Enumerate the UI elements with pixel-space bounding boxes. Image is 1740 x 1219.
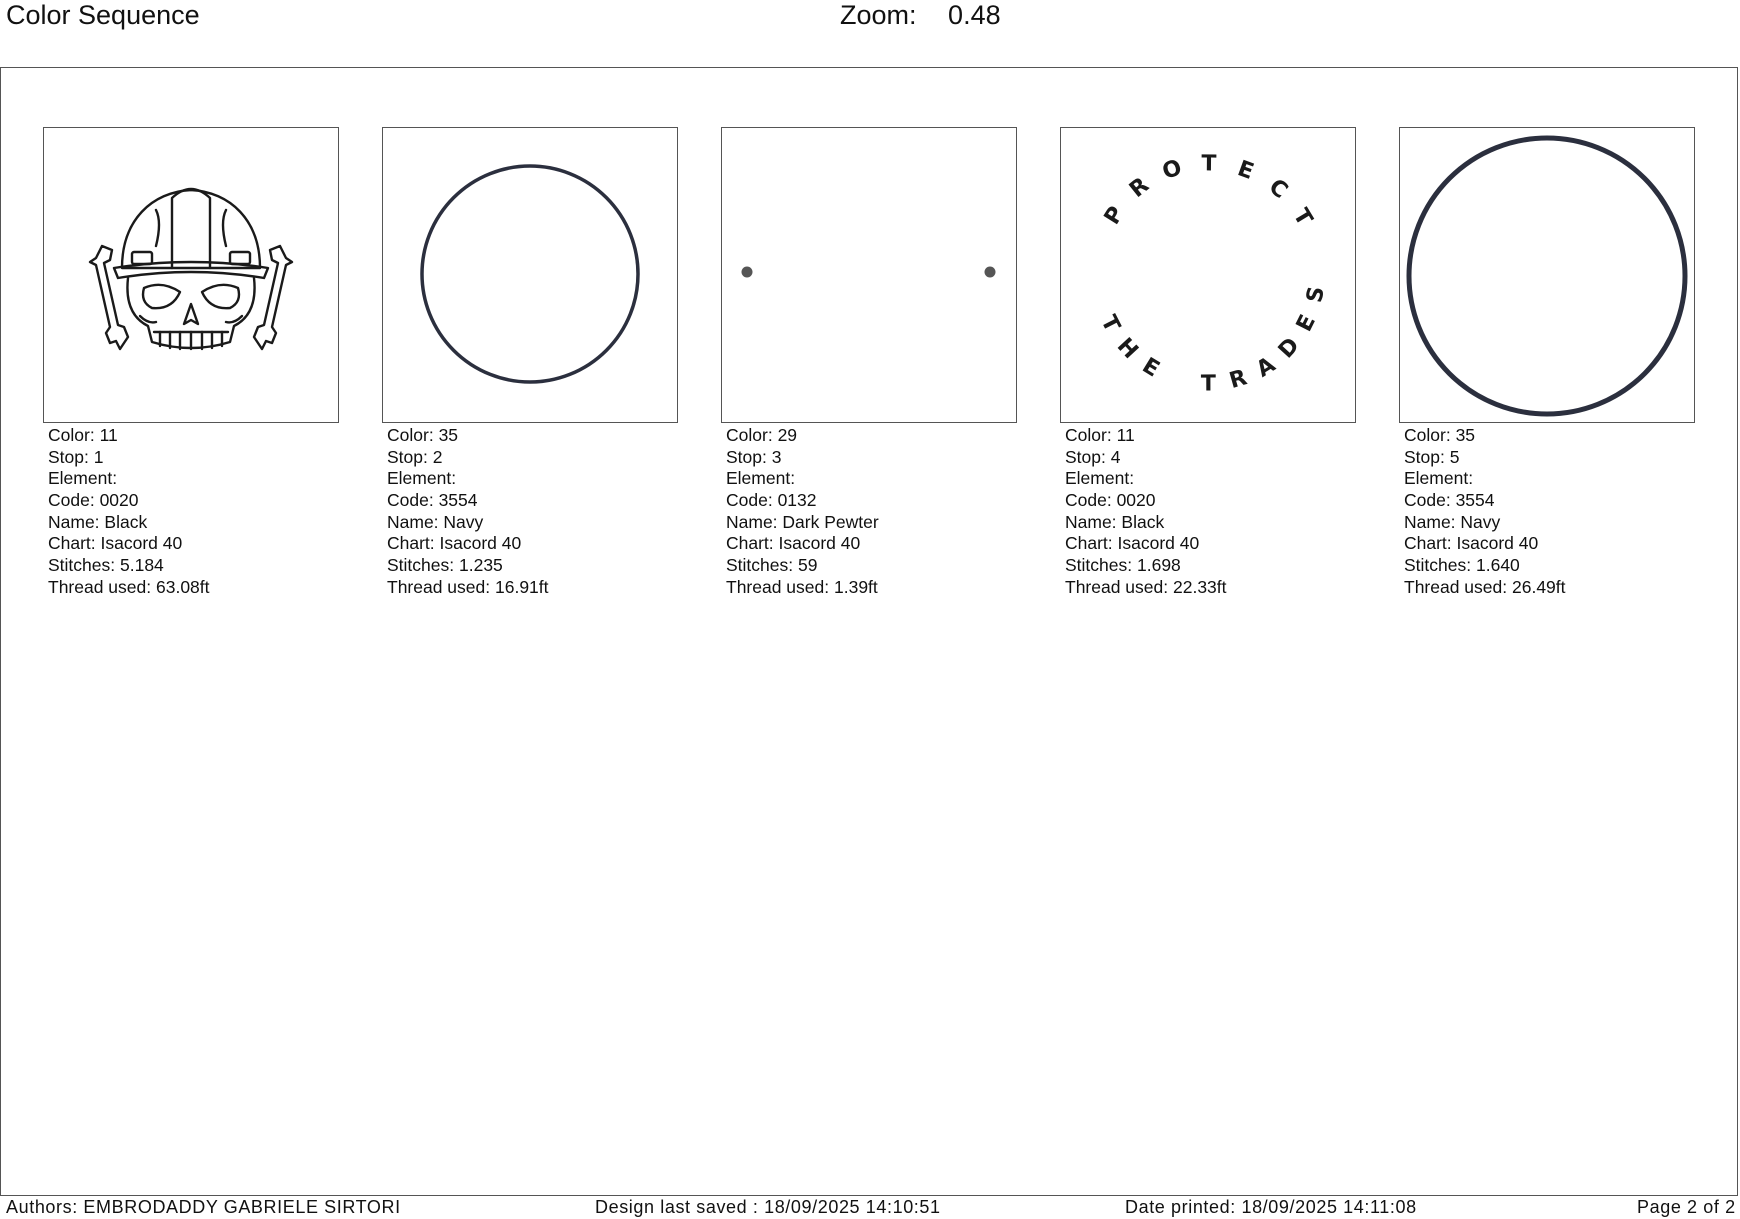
stop-preview-4 [1060,127,1356,423]
arc-letter: C [1263,174,1293,204]
info-chart: Chart: Isacord 40 [48,533,183,554]
arc-letter: A [1252,352,1280,383]
stop-preview-1 [43,127,339,423]
arc-letter: T [1287,204,1317,231]
info-name: Name: Black [1065,511,1165,532]
info-stitches: Stitches: 1.640 [1404,555,1520,576]
info-code: Code: 0132 [726,490,817,511]
zoom-label: Zoom: [840,0,917,30]
stop-info-4 [1065,425,1227,599]
arc-letter: E [1234,156,1257,185]
page-footer [0,1196,1740,1219]
info-chart: Chart: Isacord 40 [1404,533,1539,554]
footer-page: Page 2 of 2 [1637,1197,1736,1217]
skull-helmet-icon [44,128,338,422]
info-color: Color: 35 [1404,425,1476,445]
arc-letter: E [1291,310,1321,336]
arc-letter: E [1137,353,1164,383]
info-stop: Stop: 2 [387,446,443,467]
stop-info-1 [48,425,210,599]
arc-letter: R [1226,365,1250,395]
info-thread: Thread used: 16.91ft [387,576,549,597]
arc-letter: T [1095,311,1125,337]
stop-info-5 [1404,425,1566,599]
info-code: Code: 3554 [1404,490,1495,511]
info-code: Code: 3554 [387,490,478,511]
stop-info-3 [726,425,879,599]
info-name: Name: Navy [1404,511,1501,532]
arc-letter: D [1273,333,1305,364]
info-chart: Chart: Isacord 40 [387,533,522,554]
info-thread: Thread used: 1.39ft [726,576,878,597]
zoom-indicator [840,0,1001,30]
footer-authors: Authors: EMBRODADDY GABRIELE SIRTORI [6,1197,401,1217]
info-name: Name: Dark Pewter [726,511,879,532]
info-stop: Stop: 4 [1065,446,1121,467]
info-element: Element: [1404,468,1474,489]
info-stitches: Stitches: 1.235 [387,555,503,576]
info-thread: Thread used: 26.49ft [1404,576,1566,597]
large-circle-icon [1400,128,1694,422]
info-chart: Chart: Isacord 40 [726,533,861,554]
info-element: Element: [726,468,796,489]
info-stitches: Stitches: 1.698 [1065,555,1181,576]
info-color: Color: 35 [387,425,459,445]
info-color: Color: 29 [726,425,798,445]
info-thread: Thread used: 22.33ft [1065,576,1227,597]
stop-preview-3 [721,127,1017,423]
stop-preview-2 [382,127,678,423]
arc-letter: H [1111,333,1143,364]
info-stitches: Stitches: 5.184 [48,555,164,576]
info-stop: Stop: 5 [1404,446,1460,467]
arc-letter: S [1302,284,1330,305]
footer-saved: Design last saved : 18/09/2025 14:10:51 [595,1197,941,1217]
arc-letter: T [1201,151,1217,177]
stop-preview-5 [1399,127,1695,423]
info-element: Element: [387,468,457,489]
two-dots-icon [722,128,1016,422]
info-stop: Stop: 3 [726,446,782,467]
arc-letter: R [1125,172,1154,203]
info-name: Name: Black [48,511,148,532]
arc-text-icon [1061,128,1355,422]
info-stop: Stop: 1 [48,446,104,467]
small-circle-icon [383,128,677,422]
arc-letter: T [1200,371,1216,397]
info-element: Element: [1065,468,1135,489]
arc-letter: P [1099,202,1130,230]
info-code: Code: 0020 [48,490,139,511]
info-stitches: Stitches: 59 [726,555,818,576]
info-chart: Chart: Isacord 40 [1065,533,1200,554]
info-element: Element: [48,468,118,489]
info-color: Color: 11 [48,425,118,445]
stop-info-2 [387,425,549,599]
arc-letter: O [1159,155,1186,185]
footer-printed: Date printed: 18/09/2025 14:11:08 [1125,1197,1417,1217]
info-code: Code: 0020 [1065,490,1156,511]
zoom-value: 0.48 [948,0,1001,30]
info-name: Name: Navy [387,511,484,532]
info-thread: Thread used: 63.08ft [48,576,210,597]
info-color: Color: 11 [1065,425,1135,445]
page-title: Color Sequence [6,0,200,30]
